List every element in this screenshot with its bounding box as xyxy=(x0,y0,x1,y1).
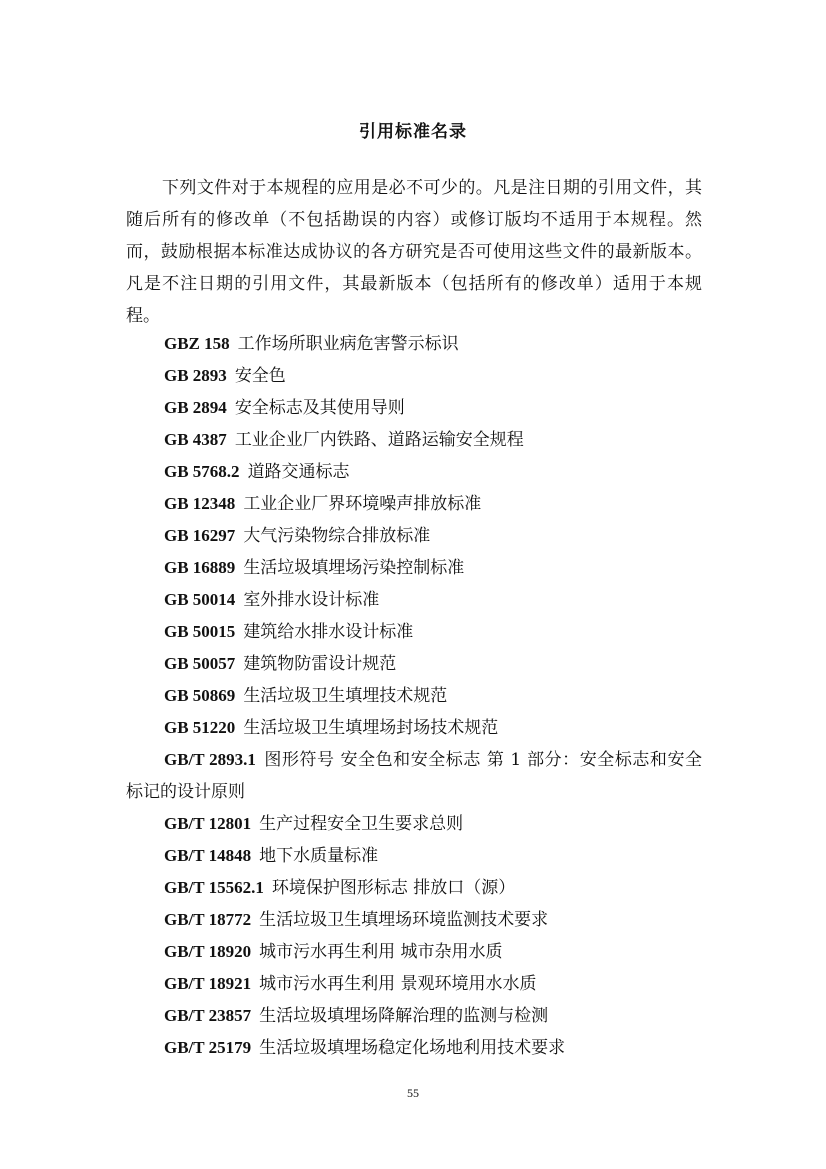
reference-title: 城市污水再生利用 城市杂用水质 xyxy=(259,942,503,962)
reference-code: GB/T 18772 xyxy=(164,910,252,929)
reference-item xyxy=(126,1000,702,1032)
reference-title: 工业企业厂界环境噪声排放标准 xyxy=(243,494,482,514)
reference-title: 建筑物防雷设计规范 xyxy=(243,654,397,674)
reference-title: 生活垃圾卫生填埋场封场技术规范 xyxy=(243,718,499,738)
reference-title: 生活垃圾填埋场降解治理的监测与检测 xyxy=(259,1006,549,1026)
reference-code: GB/T 18920 xyxy=(164,942,252,961)
intro-paragraph: 下列文件对于本规程的应用是必不可少的。凡是注日期的引用文件，其随后所有的修改单（不包括勘误的内容）或修订版均不适用于本规程。然而，鼓励根据本标准达成协议的各方研究是否可使用这些文件的最新版本。凡是不注日期的引用文件，其最新版本（包括所有的修改单）适用于本规程。 xyxy=(126,178,702,326)
reference-code: GB/T 23857 xyxy=(164,1006,252,1025)
reference-code: GB/T 25179 xyxy=(164,1038,252,1057)
reference-code: GB/T 18921 xyxy=(164,974,252,993)
reference-item xyxy=(126,552,702,584)
reference-code: GB 4387 xyxy=(164,430,227,449)
reference-code: GBZ 158 xyxy=(164,334,230,353)
reference-code: GB 2894 xyxy=(164,398,227,417)
reference-title: 大气污染物综合排放标准 xyxy=(243,526,431,546)
reference-title: 室外排水设计标准 xyxy=(243,590,380,610)
reference-code: GB 16889 xyxy=(164,558,236,577)
reference-title: 环境保护图形标志 排放口（源） xyxy=(271,878,516,898)
reference-title: 生活垃圾填埋场稳定化场地利用技术要求 xyxy=(259,1038,566,1058)
reference-code: GB 50015 xyxy=(164,622,236,641)
reference-item xyxy=(126,616,702,648)
reference-title: 工作场所职业病危害警示标识 xyxy=(237,334,459,354)
reference-item xyxy=(126,872,702,904)
reference-title: 生活垃圾卫生填埋场环境监测技术要求 xyxy=(259,910,549,930)
reference-code: GB/T 15562.1 xyxy=(164,878,264,897)
reference-code: GB 50057 xyxy=(164,654,236,673)
reference-item xyxy=(126,904,702,936)
reference-item xyxy=(126,488,702,520)
reference-item xyxy=(126,968,702,1000)
reference-item xyxy=(126,808,702,840)
reference-code: GB/T 14848 xyxy=(164,846,252,865)
reference-item xyxy=(126,648,702,680)
reference-item xyxy=(126,744,702,808)
reference-code: GB 50869 xyxy=(164,686,236,705)
reference-title: 建筑给水排水设计标准 xyxy=(243,622,414,642)
reference-item xyxy=(126,840,702,872)
page-number: 55 xyxy=(407,1086,419,1100)
reference-item xyxy=(126,456,702,488)
reference-code: GB 16297 xyxy=(164,526,236,545)
reference-title: 道路交通标志 xyxy=(247,462,350,482)
reference-code: GB/T 2893.1 xyxy=(164,750,256,769)
reference-title: 安全色 xyxy=(234,366,286,386)
reference-item xyxy=(126,520,702,552)
reference-title: 生产过程安全卫生要求总则 xyxy=(259,814,464,834)
reference-item xyxy=(126,680,702,712)
reference-code: GB 12348 xyxy=(164,494,236,513)
reference-code: GB 5768.2 xyxy=(164,462,240,481)
reference-code: GB 50014 xyxy=(164,590,236,609)
reference-item xyxy=(126,712,702,744)
reference-title: 安全标志及其使用导则 xyxy=(234,398,405,418)
reference-title: 工业企业厂内铁路、道路运输安全规程 xyxy=(234,430,524,450)
reference-title: 生活垃圾卫生填埋技术规范 xyxy=(243,686,448,706)
reference-code: GB 2893 xyxy=(164,366,227,385)
reference-code: GB/T 12801 xyxy=(164,814,252,833)
reference-item xyxy=(126,936,702,968)
reference-item xyxy=(126,328,702,360)
reference-item xyxy=(126,360,702,392)
reference-item xyxy=(126,1032,702,1064)
page-title: 引用标准名录 xyxy=(359,122,467,142)
reference-list xyxy=(126,328,702,1064)
reference-title: 图形符号 安全色和安全标志 第 1 部分：安全标志和安全标记的设计原则 xyxy=(126,750,702,802)
reference-title: 生活垃圾填埋场污染控制标准 xyxy=(243,558,465,578)
reference-item xyxy=(126,424,702,456)
reference-item xyxy=(126,584,702,616)
reference-code: GB 51220 xyxy=(164,718,236,737)
reference-item xyxy=(126,392,702,424)
reference-title: 地下水质量标准 xyxy=(259,846,379,866)
reference-title: 城市污水再生利用 景观环境用水水质 xyxy=(259,974,537,994)
